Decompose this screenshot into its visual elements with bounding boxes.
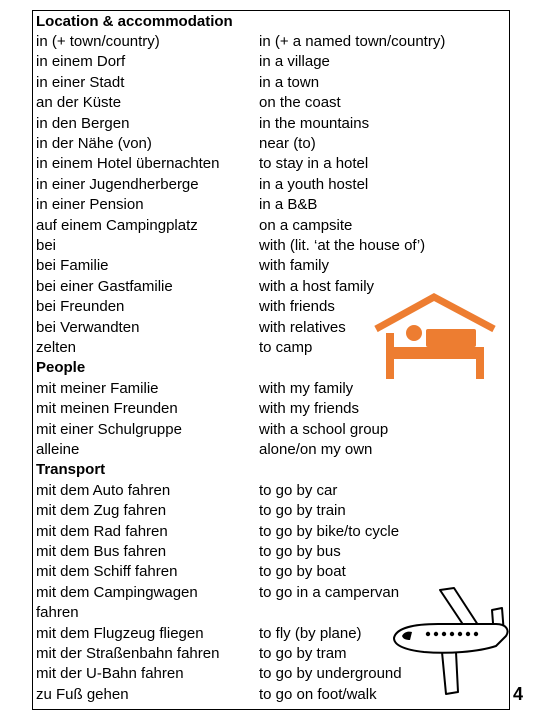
german-term: zu Fuß gehen bbox=[36, 685, 129, 703]
vocab-row bbox=[33, 73, 509, 93]
vocab-row bbox=[33, 440, 509, 460]
german-term: mit meiner Familie bbox=[36, 379, 159, 397]
english-term: to camp bbox=[259, 338, 313, 356]
english-term: alone/on my own bbox=[259, 440, 373, 458]
english-term: in a youth hostel bbox=[259, 175, 369, 193]
english-term: on a campsite bbox=[259, 216, 353, 234]
german-term: mit der Straßenbahn fahren bbox=[36, 644, 220, 662]
vocab-row bbox=[33, 236, 509, 256]
house-bed-icon bbox=[370, 293, 500, 385]
english-term: with my family bbox=[259, 379, 354, 397]
german-term: bei Freunden bbox=[36, 298, 125, 316]
english-term: with (lit. ‘at the house of’) bbox=[259, 236, 426, 254]
german-term: mit dem Schiff fahren bbox=[36, 563, 178, 581]
section-title: Location & accommodation bbox=[36, 12, 233, 30]
german-term: in einer Stadt bbox=[36, 73, 125, 91]
english-term: to go by tram bbox=[259, 644, 347, 662]
german-term: mit dem Flugzeug fliegen bbox=[36, 624, 204, 642]
vocab-row bbox=[33, 134, 509, 154]
german-term: bei bbox=[36, 236, 57, 254]
vocab-row bbox=[33, 114, 509, 134]
english-term: in a town bbox=[259, 73, 320, 91]
german-term: mit dem Campingwagen bbox=[36, 583, 198, 601]
english-term: with family bbox=[259, 257, 330, 275]
vocab-row bbox=[33, 32, 509, 52]
german-term: mit der U-Bahn fahren bbox=[36, 665, 184, 683]
german-term: mit einer Schulgruppe bbox=[36, 420, 182, 438]
english-term: to go by car bbox=[259, 481, 338, 499]
german-term: mit dem Rad fahren bbox=[36, 522, 168, 540]
vocab-row bbox=[33, 501, 509, 521]
german-term: bei Familie bbox=[36, 257, 109, 275]
vocab-row bbox=[33, 154, 509, 174]
english-term: on the coast bbox=[259, 94, 341, 112]
english-term: in a B&B bbox=[259, 196, 318, 214]
german-term: alleine bbox=[36, 440, 80, 458]
section-heading bbox=[33, 460, 509, 480]
english-term: with friends bbox=[259, 298, 335, 316]
vocab-row bbox=[33, 195, 509, 215]
page-number: 4 bbox=[513, 684, 524, 704]
vocab-row bbox=[33, 52, 509, 72]
english-term: to go on foot/walk bbox=[259, 685, 377, 703]
english-term: with a host family bbox=[259, 277, 375, 295]
german-term: zelten bbox=[36, 338, 77, 356]
vocab-row bbox=[33, 522, 509, 542]
english-term: to go by bus bbox=[259, 542, 341, 560]
german-term: in einem Dorf bbox=[36, 53, 126, 71]
vocab-row bbox=[33, 420, 509, 440]
german-term: mit dem Zug fahren bbox=[36, 502, 167, 520]
german-term: mit meinen Freunden bbox=[36, 400, 178, 418]
english-term: to go by underground bbox=[259, 665, 402, 683]
german-term: fahren bbox=[36, 604, 79, 622]
german-term: in den Bergen bbox=[36, 114, 130, 132]
english-term: to stay in a hotel bbox=[259, 155, 369, 173]
english-term: with my friends bbox=[259, 400, 360, 418]
vocab-row bbox=[33, 399, 509, 419]
english-term: in (+ a named town/country) bbox=[259, 32, 446, 50]
english-term: to go by train bbox=[259, 502, 346, 520]
vocab-row bbox=[33, 562, 509, 582]
german-term: an der Küste bbox=[36, 94, 122, 112]
english-term: in a village bbox=[259, 53, 330, 71]
vocab-row bbox=[33, 175, 509, 195]
english-term: to go by bike/to cycle bbox=[259, 522, 400, 540]
english-term: with a school group bbox=[259, 420, 389, 438]
section-title: Transport bbox=[36, 461, 106, 479]
english-term: with relatives bbox=[259, 318, 346, 336]
german-term: auf einem Campingplatz bbox=[36, 216, 198, 234]
german-term: in einem Hotel übernachten bbox=[36, 155, 220, 173]
english-term: in the mountains bbox=[259, 114, 370, 132]
vocab-row bbox=[33, 481, 509, 501]
english-term: to go in a campervan bbox=[259, 583, 400, 601]
english-term: to go by boat bbox=[259, 563, 346, 581]
vocab-row bbox=[33, 542, 509, 562]
vocab-row bbox=[33, 256, 509, 276]
vocab-row bbox=[33, 93, 509, 113]
german-term: bei einer Gastfamilie bbox=[36, 277, 173, 295]
airplane-icon bbox=[388, 582, 516, 700]
english-term: to fly (by plane) bbox=[259, 624, 362, 642]
german-term: in der Nähe (von) bbox=[36, 134, 152, 152]
vocab-row bbox=[33, 216, 509, 236]
german-term: mit dem Bus fahren bbox=[36, 542, 167, 560]
german-term: bei Verwandten bbox=[36, 318, 140, 336]
english-term: near (to) bbox=[259, 134, 316, 152]
german-term: in einer Pension bbox=[36, 196, 144, 214]
section-title: People bbox=[36, 359, 86, 377]
german-term: in einer Jugendherberge bbox=[36, 175, 199, 193]
section-heading bbox=[33, 12, 509, 32]
german-term: mit dem Auto fahren bbox=[36, 481, 171, 499]
german-term: in (+ town/country) bbox=[36, 32, 160, 50]
